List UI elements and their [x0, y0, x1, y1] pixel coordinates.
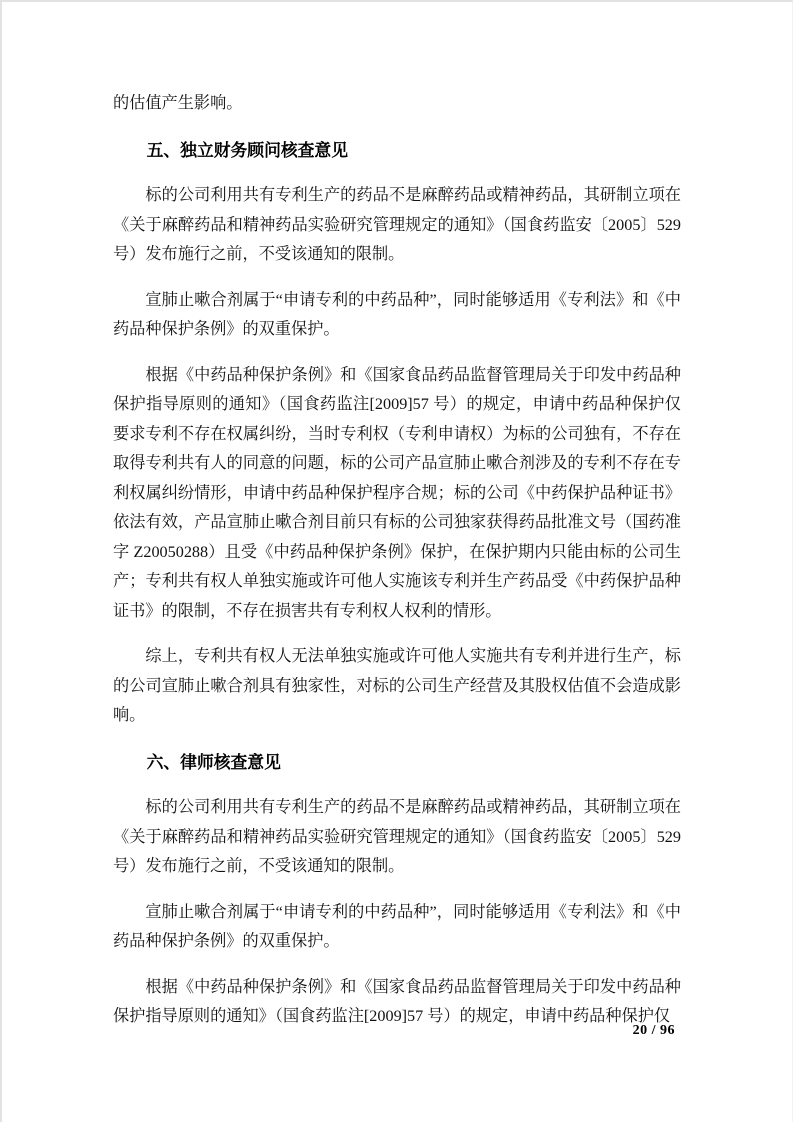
page-number: 20 / 96: [632, 1023, 675, 1038]
section-heading-financial-advisor-opinion: 五、独立财务顾问核查意见: [146, 140, 348, 160]
paragraph: 宣肺止嗽合剂属于“申请专利的中药品种”，同时能够适用《专利法》和《中药品种保护条例》的双重保护。: [113, 290, 681, 338]
paragraph: 标的公司利用共有专利生产的药品不是麻醉药品或精神药品，其研制立项在《关于麻醉药品和精神药品实验研究管理规定的通知》（国食药监安〔2005〕529 号）发布施行之前，不受该通知的限制。: [113, 186, 681, 263]
paragraph: 宣肺止嗽合剂属于“申请专利的中药品种”，同时能够适用《专利法》和《中药品种保护条例》的双重保护。: [113, 902, 681, 950]
paragraph-clipped: 根据《中药品种保护条例》和《国家食品药品监督管理局关于印发中药品种保护指导原则的通知》（国食药监注[2009]57 号）的规定，申请中药品种保护仅: [113, 977, 681, 1025]
document-body: [113, 89, 681, 1032]
paragraph: 综上，专利共有权人无法单独实施或许可他人实施共有专利并进行生产，标的公司宣肺止嗽合剂具有独家性，对标的公司生产经营及其股权估值不会造成影响。: [113, 647, 681, 724]
paragraph-continuation: 的估值产生影响。: [113, 94, 243, 112]
paragraph: 标的公司利用共有专利生产的药品不是麻醉药品或精神药品，其研制立项在《关于麻醉药品和精神药品实验研究管理规定的通知》（国食药监安〔2005〕529 号）发布施行之前，不受该通知的限制。: [113, 798, 681, 875]
paragraph: 根据《中药品种保护条例》和《国家食品药品监督管理局关于印发中药品种保护指导原则的通知》（国食药监注[2009]57 号）的规定，申请中药品种保护仅要求专利不存在权属纠纷，当时专利权（专利申请权）为标的公司独有，不存在取得专利共有人的同意的问题，标的公司产品宣肺止嗽合剂涉及的专利不存在专利权属纠纷情形，申请中药品种保护程序合规；标的公司《中药保护品种证书》依法有效，产品宣肺止嗽合剂目前只有标的公司独家获得药品批准文号（国药准字 Z20050288）且受《中药品种保护条例》保护，在保护期内只能由标的公司生产；专利共有权人单独实施或许可他人实施该专利并生产药品受《中药保护品种证书》的限制，不存在损害共有专利权人权利的情形。: [113, 365, 681, 620]
section-heading-lawyer-opinion: 六、律师核查意见: [146, 752, 281, 772]
